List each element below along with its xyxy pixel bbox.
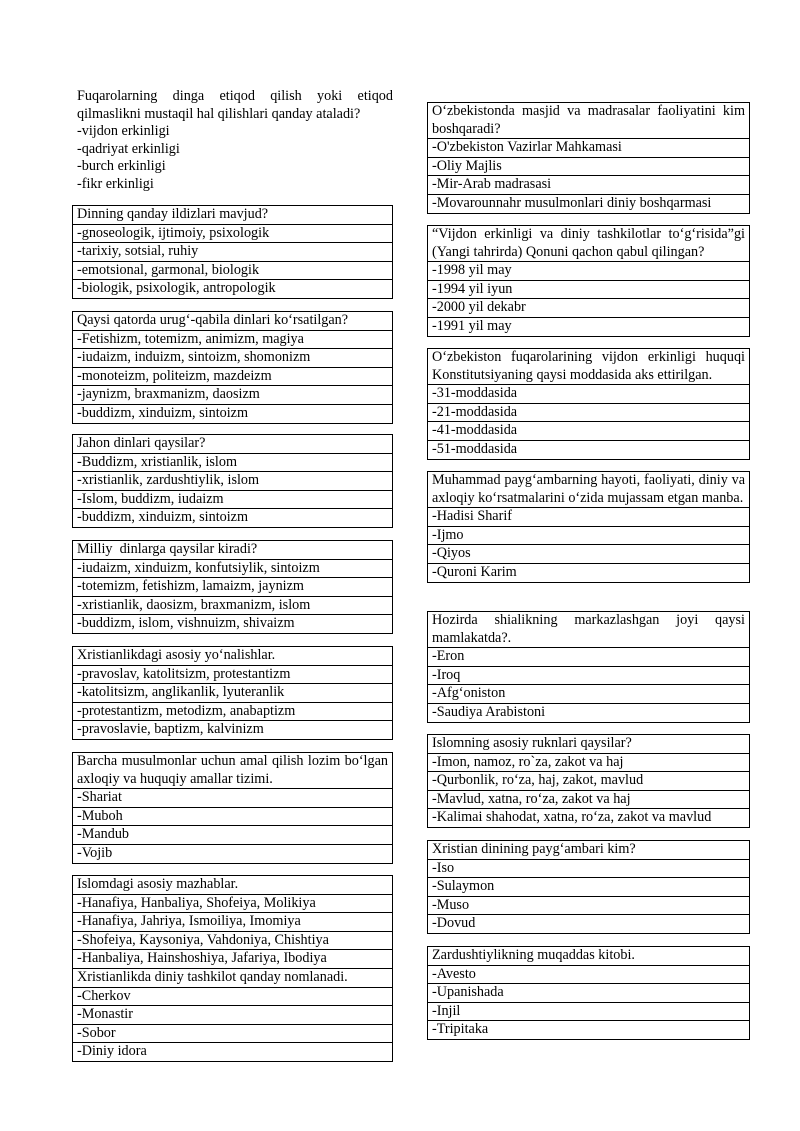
question-text: Dinning qanday ildizlari mavjud? — [73, 206, 393, 225]
answer-option: -tarixiy, sotsial, ruhiy — [73, 243, 393, 262]
answer-option: -Hanbaliya, Hainshoshiya, Jafariya, Ibodiya — [73, 950, 393, 969]
answer-option: -Hanafiya, Hanbaliya, Shofeiya, Molikiya — [73, 894, 393, 913]
question-table — [427, 102, 750, 214]
answer-option: -Sulaymon — [428, 878, 750, 897]
question-text: Qaysi qatorda urug‘-qabila dinlari ko‘rsatilgan? — [73, 312, 393, 331]
answer-option: -Ijmo — [428, 526, 750, 545]
answer-option: -2000 yil dekabr — [428, 299, 750, 318]
answer-option: -Mir-Arab madrasasi — [428, 176, 750, 195]
answer-option: -xristianlik, zardushtiylik, islom — [73, 472, 393, 491]
question-table — [427, 471, 750, 583]
question-text: Xristianlikdagi asosiy yo‘nalishlar. — [73, 647, 393, 666]
answer-option: -Buddizm, xristianlik, islom — [73, 453, 393, 472]
answer-option: -protestantizm, metodizm, anabaptizm — [73, 702, 393, 721]
question-text: Xristian dinining payg‘ambari kim? — [428, 841, 750, 860]
answer-option: -Mavlud, xatna, ro‘za, zakot va haj — [428, 790, 750, 809]
answer-option: -O'zbekiston Vazirlar Mahkamasi — [428, 139, 750, 158]
question-table — [427, 348, 750, 460]
question-text: Xristianlikda diniy tashkilot qanday nomlanadi. — [73, 968, 393, 987]
answer-option: -Afg‘oniston — [428, 685, 750, 704]
answer-option: -jaynizm, braxmanizm, daosizm — [73, 386, 393, 405]
answer-option: -1998 yil may — [428, 262, 750, 281]
answer-option: -Tripitaka — [428, 1021, 750, 1040]
question-text: O‘zbekistonda masjid va madrasalar faoliyatini kim boshqaradi? — [428, 103, 750, 139]
question-table — [427, 611, 750, 723]
answer-option: -21-moddasida — [428, 403, 750, 422]
answer-option: -51-moddasida — [428, 440, 750, 459]
answer-option: -biologik, psixologik, antropologik — [73, 280, 393, 299]
answer-option: -totemizm, fetishizm, lamaizm, jaynizm — [73, 578, 393, 597]
answer-option: -pravoslav, katolitsizm, protestantizm — [73, 665, 393, 684]
answer-option: -Qiyos — [428, 545, 750, 564]
question-text: Milliy dinlarga qaysilar kiradi? — [73, 541, 393, 560]
answer-option: -Vojib — [73, 844, 393, 863]
answer-option: -Kalimai shahodat, xatna, ro‘za, zakot va mavlud — [428, 809, 750, 828]
intro-option: -fikr erkinligi — [77, 175, 154, 192]
answer-option: -Muso — [428, 896, 750, 915]
question-table — [72, 205, 393, 299]
answer-option: -emotsional, garmonal, biologik — [73, 261, 393, 280]
answer-option: -Cherkov — [73, 987, 393, 1006]
answer-option: -Avesto — [428, 965, 750, 984]
answer-option: -iudaizm, induizm, sintoizm, shomonizm — [73, 349, 393, 368]
answer-option: -Saudiya Arabistoni — [428, 703, 750, 722]
answer-option: -Iroq — [428, 666, 750, 685]
question-text: Jahon dinlari qaysilar? — [73, 435, 393, 454]
question-text: Zardushtiylikning muqaddas kitobi. — [428, 947, 750, 966]
answer-option: -Shofeiya, Kaysoniya, Vahdoniya, Chishtiya — [73, 931, 393, 950]
answer-option: -Upanishada — [428, 984, 750, 1003]
answer-option: -monoteizm, politeizm, mazdeizm — [73, 367, 393, 386]
question-table — [72, 875, 393, 1062]
question-text: Islomdagi asosiy mazhablar. — [73, 876, 393, 895]
answer-option: -buddizm, xinduizm, sintoizm — [73, 404, 393, 423]
question-table — [72, 752, 393, 864]
question-table — [72, 540, 393, 634]
answer-option: -Sobor — [73, 1024, 393, 1043]
answer-option: -Shariat — [73, 789, 393, 808]
answer-option: -buddizm, islom, vishnuizm, shivaizm — [73, 615, 393, 634]
question-text: Barcha musulmonlar uchun amal qilish lozim bo‘lgan axloqiy va huquqiy amallar tizimi. — [73, 753, 393, 789]
intro-question-block — [77, 88, 393, 194]
intro-option: -vijdon erkinligi — [77, 123, 170, 140]
answer-option: -gnoseologik, ijtimoiy, psixologik — [73, 224, 393, 243]
answer-option: -41-moddasida — [428, 422, 750, 441]
answer-option: -1991 yil may — [428, 317, 750, 336]
question-text: Hozirda shialikning markazlashgan joyi qaysi mamlakatda?. — [428, 612, 750, 648]
question-table — [427, 946, 750, 1040]
answer-option: -Dovud — [428, 915, 750, 934]
answer-option: -Quroni Karim — [428, 563, 750, 582]
question-table — [72, 434, 393, 528]
question-table — [72, 646, 393, 740]
answer-option: -Eron — [428, 648, 750, 667]
answer-option: -Mandub — [73, 826, 393, 845]
answer-option: -Monastir — [73, 1006, 393, 1025]
answer-option: -Qurbonlik, ro‘za, haj, zakot, mavlud — [428, 772, 750, 791]
answer-option: -pravoslavie, baptizm, kalvinizm — [73, 721, 393, 740]
answer-option: -Hanafiya, Jahriya, Ismoiliya, Imomiya — [73, 913, 393, 932]
question-table — [427, 840, 750, 934]
answer-option: -Oliy Majlis — [428, 157, 750, 176]
answer-option: -Hadisi Sharif — [428, 508, 750, 527]
answer-option: -Muboh — [73, 807, 393, 826]
answer-option: -31-moddasida — [428, 385, 750, 404]
question-text: “Vijdon erkinligi va diniy tashkilotlar to‘g‘risida”gi (Yangi tahrirda) Qonuni qachon qabul qilingan? — [428, 226, 750, 262]
question-table — [72, 311, 393, 424]
answer-option: -Injil — [428, 1002, 750, 1021]
answer-option: -buddizm, xinduizm, sintoizm — [73, 509, 393, 528]
answer-option: -1994 yil iyun — [428, 280, 750, 299]
answer-option: -Imon, namoz, ro`za, zakot va haj — [428, 753, 750, 772]
intro-option: -burch erkinligi — [77, 158, 166, 175]
intro-question: Fuqarolarning dinga etiqod qilish yoki etiqod qilmaslikni mustaqil hal qilishlari qanday ataladi? — [77, 88, 393, 122]
answer-option: -Fetishizm, totemizm, animizm, magiya — [73, 330, 393, 349]
answer-option: -xristianlik, daosizm, braxmanizm, islom — [73, 596, 393, 615]
question-text: Islomning asosiy ruknlari qaysilar? — [428, 735, 750, 754]
answer-option: -Islom, buddizm, iudaizm — [73, 490, 393, 509]
answer-option: -katolitsizm, anglikanlik, lyuteranlik — [73, 684, 393, 703]
question-table — [427, 734, 750, 828]
answer-option: -iudaizm, xinduizm, konfutsiylik, sintoizm — [73, 559, 393, 578]
intro-option: -qadriyat erkinligi — [77, 140, 180, 157]
answer-option: -Iso — [428, 859, 750, 878]
answer-option: -Movarounnahr musulmonlari diniy boshqarmasi — [428, 194, 750, 213]
question-text: Muhammad payg‘ambarning hayoti, faoliyati, diniy va axloqiy ko‘rsatmalarini o‘zida mujassam etgan manba. — [428, 472, 750, 508]
answer-option: -Diniy idora — [73, 1043, 393, 1062]
question-table — [427, 225, 750, 337]
question-text: O‘zbekiston fuqarolarining vijdon erkinligi huquqi Konstitutsiyaning qaysi moddasida aks ettirilgan. — [428, 349, 750, 385]
